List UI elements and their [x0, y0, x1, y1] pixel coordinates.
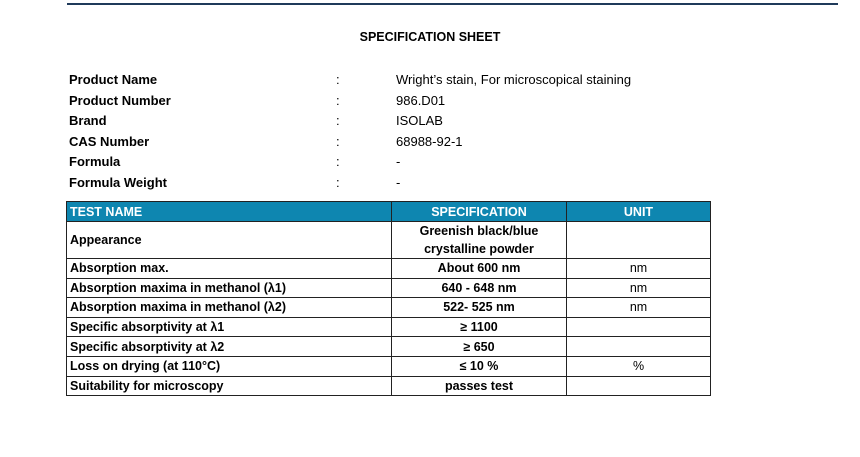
cell-spec: About 600 nm: [392, 259, 567, 279]
cell-spec: ≥ 650: [392, 337, 567, 357]
info-colon: :: [336, 113, 340, 129]
table-row: [67, 222, 711, 259]
cell-test: Loss on drying (at 110°C): [67, 356, 392, 376]
cell-spec: 640 - 648 nm: [392, 278, 567, 298]
info-label: Brand: [69, 113, 107, 129]
cell-spec: Greenish black/blue crystalline powder: [392, 222, 567, 259]
info-value: 986.D01: [396, 92, 446, 108]
info-label: Formula: [69, 154, 121, 170]
info-colon: :: [336, 174, 340, 190]
info-colon: :: [336, 72, 340, 87]
cell-test: Absorption maxima in methanol (λ2): [67, 298, 392, 318]
header-rule: [67, 3, 838, 5]
cell-unit: %: [567, 356, 711, 376]
cell-unit: [567, 317, 711, 337]
cell-unit: nm: [567, 278, 711, 298]
info-value: Wright’s stain, For microscopical staining: [396, 72, 632, 87]
table-row: [67, 278, 711, 298]
cell-test: Appearance: [67, 222, 392, 259]
table-row: [67, 376, 711, 396]
page-title: SPECIFICATION SHEET: [359, 30, 501, 44]
cell-test: Specific absorptivity at λ2: [67, 337, 392, 357]
cell-unit: [567, 222, 711, 259]
info-value: -: [396, 154, 401, 170]
info-label: Product Name: [69, 72, 158, 87]
info-value: 68988-92-1: [396, 133, 463, 149]
cell-unit: [567, 337, 711, 357]
info-value: ISOLAB: [396, 113, 443, 129]
table-header-row: [67, 202, 711, 222]
cell-test: Suitability for microscopy: [67, 376, 392, 396]
info-colon: :: [336, 154, 340, 170]
info-colon: :: [336, 92, 340, 108]
header-test-name: TEST NAME: [67, 202, 392, 222]
cell-test: Absorption maxima in methanol (λ1): [67, 278, 392, 298]
info-value: -: [396, 174, 401, 190]
cell-unit: nm: [567, 298, 711, 318]
header-specification: SPECIFICATION: [392, 202, 567, 222]
cell-spec: 522- 525 nm: [392, 298, 567, 318]
header-unit: UNIT: [567, 202, 711, 222]
cell-test: Absorption max.: [67, 259, 392, 279]
cell-spec: ≥ 1100: [392, 317, 567, 337]
table-row: [67, 317, 711, 337]
cell-spec: ≤ 10 %: [392, 356, 567, 376]
table-row: [67, 356, 711, 376]
info-label: CAS Number: [69, 133, 150, 149]
cell-test: Specific absorptivity at λ1: [67, 317, 392, 337]
info-label: Product Number: [69, 92, 171, 108]
info-label: Formula Weight: [69, 174, 167, 190]
table-row: [67, 298, 711, 318]
table-row: [67, 259, 711, 279]
cell-unit: nm: [567, 259, 711, 279]
specification-table: [66, 201, 711, 396]
cell-unit: [567, 376, 711, 396]
info-colon: :: [336, 133, 340, 149]
table-row: [67, 337, 711, 357]
cell-spec: passes test: [392, 376, 567, 396]
